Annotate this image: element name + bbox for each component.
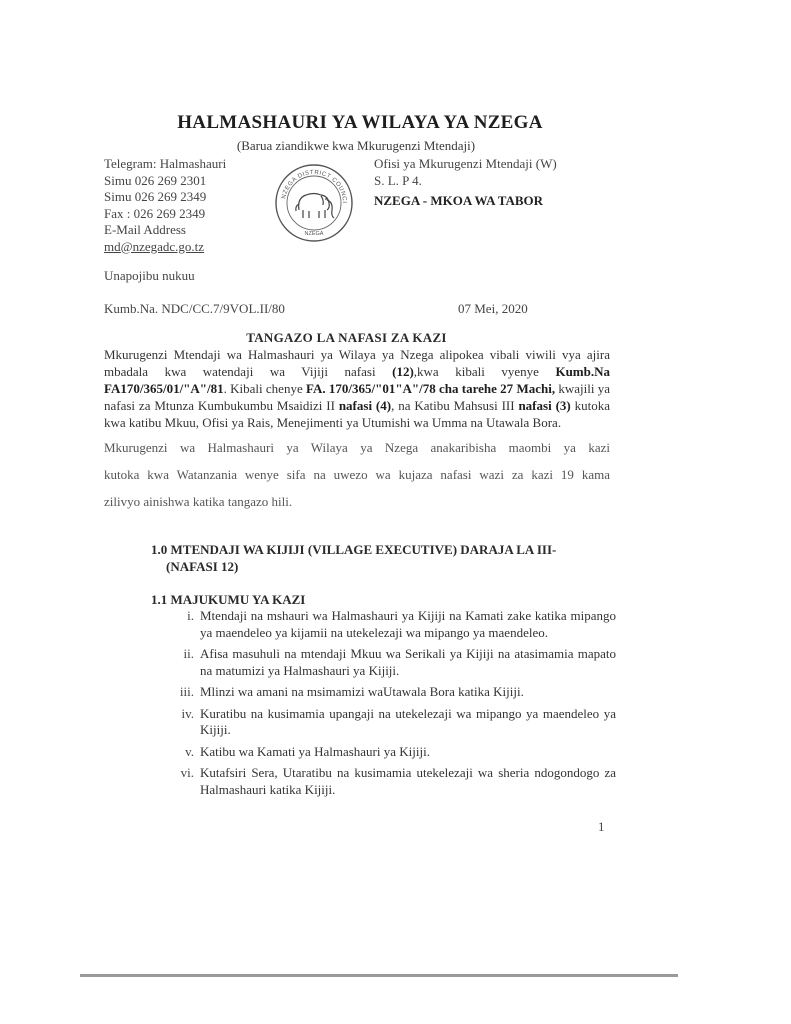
- section-heading: 1.0 MTENDAJI WA KIJIJI (VILLAGE EXECUTIVE) DARAJA LA III-: [151, 542, 557, 557]
- footer-divider: [80, 974, 678, 977]
- location-line: NZEGA - MKOA WA TABOR: [374, 193, 544, 208]
- list-item: iii. Mlinzi wa amani na msimamizi waUtawala Bora katika Kijiji.: [179, 684, 524, 699]
- email-link[interactable]: md@nzegadc.go.tz: [104, 238, 205, 254]
- po-box-line: S. L. P 4.: [374, 172, 422, 188]
- letter-date: 07 Mei, 2020: [458, 301, 528, 316]
- page-number: 1: [598, 819, 605, 834]
- duties-list: [166, 608, 616, 803]
- phone-line-2: Simu 026 269 2349: [104, 189, 207, 204]
- fax-line: Fax : 026 269 2349: [104, 205, 206, 221]
- reference-number: Kumb.Na. NDC/CC.7/9VOL.II/80: [104, 301, 285, 316]
- list-item: v. Katibu wa Kamati ya Halmashauri ya Kijiji.: [185, 743, 430, 759]
- telegram-line: Telegram: Halmashauri: [104, 156, 227, 171]
- office-line: Ofisi ya Mkurugenzi Mtendaji (W): [374, 156, 557, 171]
- reference-label: Unapojibu nukuu: [104, 268, 195, 283]
- council-title: HALMASHAURI YA WILAYA YA NZEGA: [177, 112, 543, 133]
- contact-block: [104, 156, 226, 255]
- list-item: iv. Kuratibu na kusimamia upangaji na utekelezaji wa mipango ya maendeleo ya Kijiji.: [181, 705, 616, 737]
- section-heading-positions: (NAFASI 12): [166, 559, 239, 574]
- notice-paragraph-1: Mkurugenzi Mtendaji wa Halmashauri ya Wilaya ya Nzega alipokea vibali viwili vya ajira mbadala kwa watendaji wa Vijiji nafasi (12),kwa kibali vyenye Kumb.Na FA170/365/01/"A"/81. Kibali chenye FA. 170/365/"01"A"/78 cha tarehe 27 Machi, kwajili ya nafasi za Mtunza Kumbukumbu Msaidizi II nafasi (4), na Katibu Mahsusi III nafasi (3) kutoka kwa katibu Mkuu, Ofisi ya Rais, Menejimenti ya Utumishi wa Umma na Utawala Bora.: [104, 347, 611, 430]
- phone-line-1: Simu 026 269 2301: [104, 172, 207, 188]
- duties-subheading: 1.1 MAJUKUMU YA KAZI: [151, 592, 306, 607]
- seal-bottom-text: NZEGA: [304, 231, 324, 237]
- office-block: [374, 156, 557, 210]
- email-label: E-Mail Address: [104, 222, 186, 237]
- list-item: ii. Afisa masuhuli na mtendaji Mkuu wa Serikali ya Kijiji na atasimamia mapato na matumizi ya Halmashauri ya Kijiji.: [183, 646, 616, 678]
- notice-heading: TANGAZO LA NAFASI ZA KAZI: [246, 330, 447, 345]
- notice-paragraph-2: Mkurugenzi wa Halmashauri ya Wilaya ya Nzega anakaribisha maombi ya kazi kutoka kwa Watanzania wenye sifa na uwezo wa kujaza nafasi wazi za kazi 19 kama zilivyo ainishwa katika tangazo hili.: [104, 440, 610, 509]
- svg-text:NZEGA DISTRICT COUNCIL: [273, 162, 347, 204]
- seal-text: NZEGA DISTRICT COUNCI: [281, 169, 348, 204]
- council-subtitle: (Barua ziandikwe kwa Mkurugenzi Mtendaji): [236, 138, 476, 153]
- council-seal-icon: [273, 162, 355, 244]
- list-item: vi. Kutafsiri Sera, Utaratibu na kusimamia utekelezaji wa sheria ndogondogo za Halmashauri katika Kijiji.: [180, 765, 616, 797]
- list-item: i. Mtendaji na mshauri wa Halmashauri ya Kijiji na Kamati zake katika mipango ya maendeleo ya kijamii na utekelezaji wa mipango ya maendeleo.: [187, 608, 616, 640]
